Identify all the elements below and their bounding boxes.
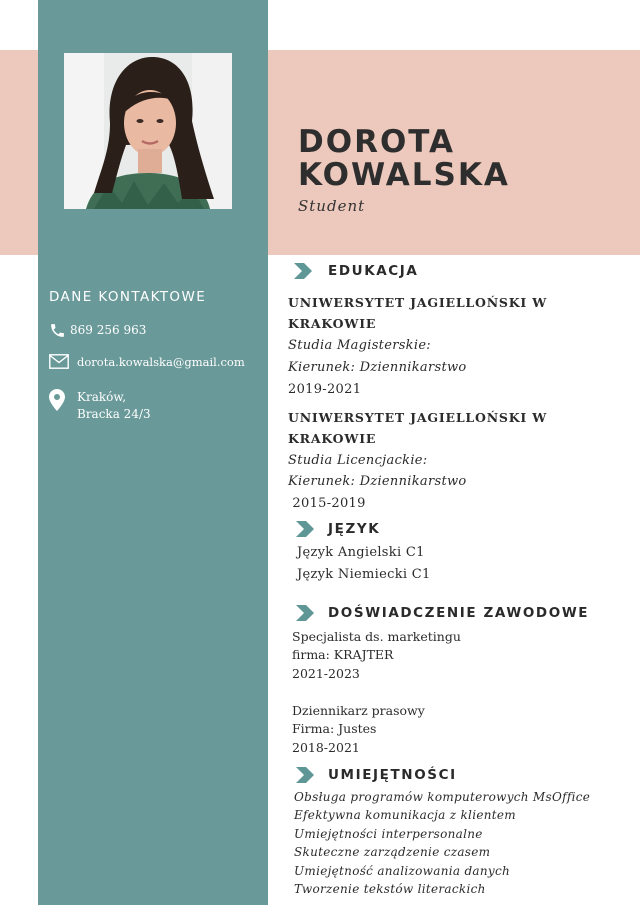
skills-title: UMIEJĘTNOŚCI <box>328 767 457 783</box>
languages-header <box>296 521 380 537</box>
experience-header <box>296 605 589 621</box>
address-line1: Kraków, <box>77 390 127 404</box>
skill-item: Umiejętność analizowania danych <box>294 864 511 878</box>
name-first: DOROTA <box>298 124 456 160</box>
skills-header <box>296 767 457 783</box>
subtitle: Student <box>298 197 366 215</box>
school-name <box>288 292 547 334</box>
address-line2: Bracka 24/3 <box>77 407 151 421</box>
education-header <box>294 263 418 279</box>
chevron-right-icon <box>296 521 318 537</box>
contact-title: DANE KONTAKTOWE <box>49 289 207 305</box>
envelope-icon <box>49 354 69 369</box>
field-of-study: Kierunek: Dziennikarstwo <box>288 474 467 489</box>
school-name-line1: UNIWERSYTET JAGIELLOŃSKI W <box>288 295 548 310</box>
job-years: 2021-2023 <box>292 666 360 681</box>
phone-number: 869 256 963 <box>70 323 147 337</box>
degree: Studia Licencjackie: <box>288 453 428 468</box>
job-position: Dziennikarz prasowy <box>292 703 425 718</box>
school-name-line1: UNIWERSYTET JAGIELLOŃSKI W <box>288 410 548 425</box>
skill-item: Obsługa programów komputerowych MsOffice <box>294 790 591 804</box>
email-address: dorota.kowalska@gmail.com <box>77 355 245 369</box>
person-name <box>298 126 510 192</box>
skill-item: Skuteczne zarządzenie czasem <box>294 845 491 859</box>
school-name-line2: KRAKOWIE <box>288 316 377 331</box>
location-pin-icon <box>49 389 65 411</box>
school-name-line2: KRAKOWIE <box>288 431 377 446</box>
education-title: EDUKACJA <box>328 263 419 279</box>
languages-title: JĘZYK <box>328 521 381 537</box>
job-company: Firma: Justes <box>292 721 377 736</box>
language-item: Język Angielski C1 <box>297 545 425 560</box>
chevron-right-icon <box>296 767 318 783</box>
study-years: 2019-2021 <box>288 382 362 397</box>
phone-icon <box>49 322 66 339</box>
field-of-study: Kierunek: Dziennikarstwo <box>288 360 467 375</box>
chevron-right-icon <box>294 263 316 279</box>
school-name <box>288 407 547 449</box>
job-position: Specjalista ds. marketingu <box>292 629 461 644</box>
language-item: Język Niemiecki C1 <box>297 567 431 582</box>
name-last: KOWALSKA <box>298 157 510 193</box>
skill-item: Efektywna komunikacja z klientem <box>294 808 516 822</box>
job-company: firma: KRAJTER <box>292 647 394 662</box>
profile-photo <box>64 53 232 209</box>
experience-title: DOŚWIADCZENIE ZAWODOWE <box>328 605 590 621</box>
degree: Studia Magisterskie: <box>288 338 431 353</box>
skill-item: Tworzenie tekstów literackich <box>294 882 486 896</box>
chevron-right-icon <box>296 605 318 621</box>
study-years: 2015-2019 <box>288 496 366 511</box>
skill-item: Umiejętności interpersonalne <box>294 827 483 841</box>
job-years: 2018-2021 <box>292 740 360 755</box>
